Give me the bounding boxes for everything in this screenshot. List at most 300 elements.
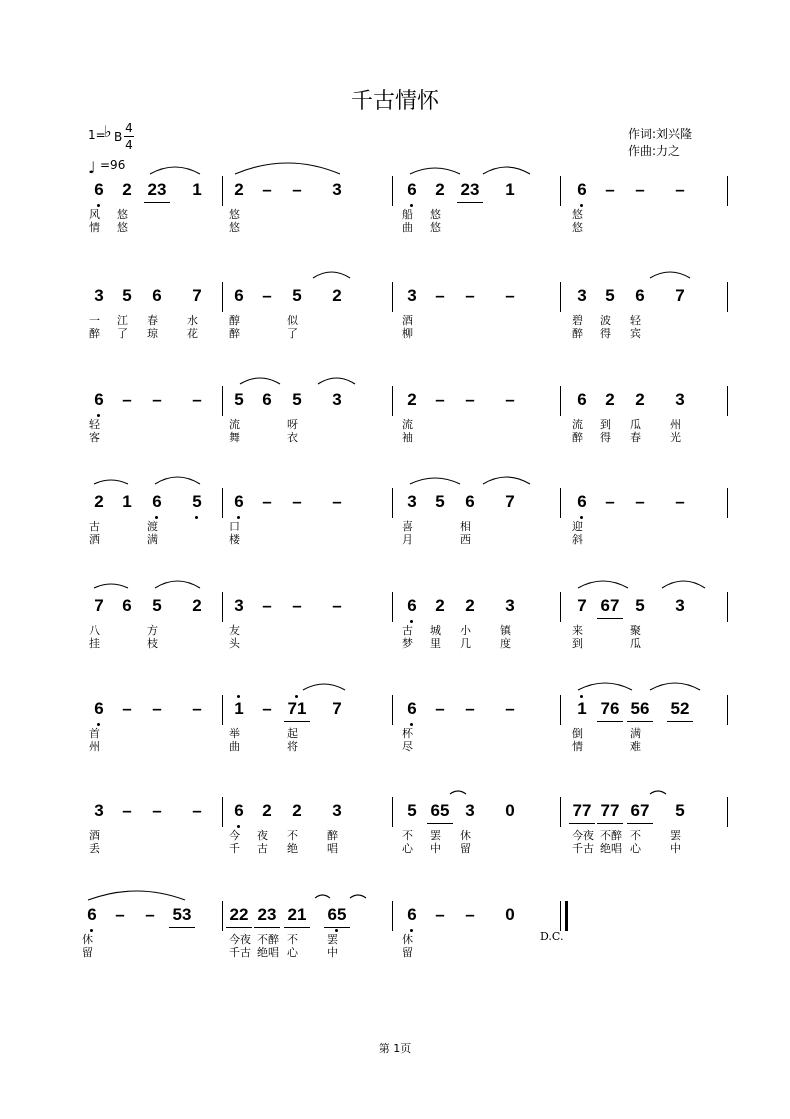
lyric-verse-1: 波 [600,314,611,327]
jianpu-note: 6 [407,180,417,199]
hold-dash: – [435,699,445,718]
lyric-verse-2: 悠 [229,221,240,234]
lyric-verse-1: 江 [117,314,128,327]
jianpu-note: 6 [577,492,587,511]
lyric-verse-2: 里 [430,637,441,650]
lyric-verse-2: 心 [630,842,641,855]
low-octave-dot [410,204,413,207]
flat-icon: ♭ [104,122,112,141]
lyric-verse-1: 镇 [500,624,511,637]
hold-dash: – [262,180,272,199]
hold-dash: – [122,801,132,820]
barline [727,592,728,622]
lyric-verse-2: 醉 [229,327,240,340]
jianpu-note: 3 [94,801,104,820]
hold-dash: – [262,286,272,305]
lyric-verse-2: 了 [287,327,298,340]
hold-dash: – [292,492,302,511]
lyric-verse-2: 瓜 [630,637,641,650]
lyric-verse-2: 中 [327,946,338,959]
low-octave-dot [410,620,413,623]
lyric-verse-1: 喜 [402,520,413,533]
barline [222,386,223,416]
barline [392,901,393,931]
lyric-verse-2: 梦 [402,637,413,650]
slur-curve [350,895,366,898]
lyric-verse-1: 醉 [327,829,338,842]
lyric-verse-1: 今 [229,829,240,842]
slur-curve [240,378,280,384]
jianpu-note: 67 [630,801,650,820]
hold-dash: – [292,180,302,199]
high-octave-dot [580,695,583,698]
jianpu-note: 6 [152,492,162,511]
eighth-underline [597,618,623,619]
low-octave-dot [97,204,100,207]
barline [392,797,393,827]
lyric-verse-1: 今夜 [572,829,594,842]
jianpu-note: 3 [407,286,417,305]
jianpu-note: 5 [605,286,615,305]
lyric-verse-2: 得 [600,431,611,444]
lyric-verse-2: 满 [147,533,158,546]
low-octave-dot [155,516,158,519]
lyric-verse-2: 醉 [572,327,583,340]
jianpu-note: 5 [234,390,244,409]
lyric-verse-1: 古 [402,624,413,637]
da-capo-mark: D.C. [540,930,564,943]
jianpu-note: 3 [505,596,515,615]
lyric-verse-2: 悠 [572,221,583,234]
slur-curve [450,791,466,794]
lyric-verse-1: 流 [229,418,240,431]
low-octave-dot [335,929,338,932]
high-octave-dot [295,695,298,698]
lyric-verse-1: 古 [89,520,100,533]
lyric-verse-1: 酒 [89,829,100,842]
eighth-underline [284,721,310,722]
eighth-underline [169,927,195,928]
jianpu-note: 0 [505,801,515,820]
jianpu-note: 2 [635,390,645,409]
lyric-verse-1: 城 [430,624,441,637]
lyric-verse-2: 得 [600,327,611,340]
lyric-verse-2: 了 [117,327,128,340]
hold-dash: – [332,492,342,511]
lyric-verse-2: 州 [89,740,100,753]
barline [222,901,223,931]
jianpu-note: 3 [675,596,685,615]
jianpu-note: 2 [122,180,132,199]
jianpu-note: 3 [234,596,244,615]
lyric-verse-2: 月 [402,533,413,546]
slur-curve [94,584,128,588]
barline [560,797,561,827]
lyric-verse-2: 情 [572,740,583,753]
credits [628,126,692,160]
hold-dash: – [192,699,202,718]
jianpu-note: 56 [630,699,650,718]
lyric-verse-2: 心 [287,946,298,959]
jianpu-note: 53 [172,905,192,924]
lyric-verse-1: 船 [402,208,413,221]
lyric-verse-1: 似 [287,314,298,327]
key-signature: 1= [88,128,106,142]
slur-curve [578,683,632,690]
jianpu-note: 5 [407,801,417,820]
jianpu-note: 6 [407,596,417,615]
lyric-verse-1: 不 [287,829,298,842]
lyric-verse-2: 中 [670,842,681,855]
jianpu-note: 7 [94,596,104,615]
lyric-verse-1: 悠 [572,208,583,221]
low-octave-dot [580,516,583,519]
eighth-underline [254,927,280,928]
lyric-verse-2: 将 [287,740,298,753]
barline [727,488,728,518]
lyricist: 作词:刘兴隆 [628,127,693,141]
jianpu-note: 5 [292,286,302,305]
jianpu-note: 65 [327,905,347,924]
lyric-verse-2: 客 [89,431,100,444]
slur-curve [578,581,628,588]
jianpu-note: 77 [572,801,592,820]
lyric-verse-2: 绝唱 [600,842,622,855]
lyric-verse-2: 花 [187,327,198,340]
lyric-verse-1: 瓜 [630,418,641,431]
slur-curve [303,684,345,690]
lyric-verse-1: 友 [229,624,240,637]
jianpu-note: 1 [577,699,587,718]
barline [560,695,561,725]
jianpu-note: 5 [435,492,445,511]
lyric-verse-1: 夜 [257,829,268,842]
eighth-underline [427,823,453,824]
key-note: B [114,130,123,144]
lyric-verse-2: 留 [82,946,93,959]
hold-dash: – [605,180,615,199]
lyric-verse-2: 柳 [402,327,413,340]
slur-curve [483,477,530,484]
barline [727,797,728,827]
jianpu-note: 7 [332,699,342,718]
lyric-verse-1: 酒 [402,314,413,327]
jianpu-note: 5 [292,390,302,409]
barline [560,592,561,622]
lyric-verse-1: 不醉 [257,933,279,946]
jianpu-note: 22 [229,905,249,924]
jianpu-note: 6 [577,180,587,199]
slur-curve [662,581,705,588]
lyric-verse-2: 悠 [430,221,441,234]
eighth-underline [569,823,595,824]
jianpu-note: 23 [257,905,277,924]
hold-dash: – [115,905,125,924]
hold-dash: – [152,699,162,718]
jianpu-note: 2 [465,596,475,615]
slur-curve [155,581,200,588]
lyric-verse-1: 碧 [572,314,583,327]
hold-dash: – [505,286,515,305]
lyric-verse-2: 留 [460,842,471,855]
hold-dash: – [152,390,162,409]
jianpu-note: 6 [87,905,97,924]
jianpu-note: 76 [600,699,620,718]
hold-dash: – [292,596,302,615]
jianpu-note: 5 [675,801,685,820]
jianpu-note: 6 [407,699,417,718]
meter-bottom: 4 [125,138,133,152]
lyric-verse-2: 古 [257,842,268,855]
lyric-verse-2: 中 [430,842,441,855]
hold-dash: – [605,492,615,511]
hold-dash: – [675,180,685,199]
barline [727,176,728,206]
lyric-verse-1: 罢 [430,829,441,842]
lyric-verse-2: 度 [500,637,511,650]
lyric-verse-2: 绝 [287,842,298,855]
lyric-verse-2: 挂 [89,637,100,650]
hold-dash: – [465,286,475,305]
hold-dash: – [435,390,445,409]
lyric-verse-1: 悠 [430,208,441,221]
lyric-verse-1: 休 [82,933,93,946]
lyric-verse-1: 罢 [670,829,681,842]
lyric-verse-2: 醉 [89,327,100,340]
slur-curve [235,163,340,174]
lyric-verse-2: 悠 [117,221,128,234]
eighth-underline [667,721,693,722]
lyric-verse-2: 舞 [229,431,240,444]
lyric-verse-1: 小 [460,624,471,637]
jianpu-note: 6 [234,286,244,305]
jianpu-note: 6 [465,492,475,511]
lyric-verse-1: 今夜 [229,933,251,946]
jianpu-note: 65 [430,801,450,820]
hold-dash: – [435,905,445,924]
lyric-verse-1: 呀 [287,418,298,431]
eighth-underline [627,823,653,824]
final-barline-thin [560,901,561,931]
low-octave-dot [97,414,100,417]
jianpu-note: 7 [675,286,685,305]
time-signature [124,120,134,153]
lyric-verse-1: 迎 [572,520,583,533]
lyric-verse-2: 几 [460,637,471,650]
lyric-verse-2: 斜 [572,533,583,546]
jianpu-note: 3 [465,801,475,820]
barline [222,176,223,206]
jianpu-note: 6 [262,390,272,409]
hold-dash: – [262,699,272,718]
lyric-verse-1: 轻 [89,418,100,431]
jianpu-note: 6 [234,801,244,820]
hold-dash: – [122,699,132,718]
jianpu-note: 3 [675,390,685,409]
lyric-verse-1: 流 [402,418,413,431]
low-octave-dot [195,516,198,519]
lyric-verse-2: 光 [670,431,681,444]
lyric-verse-2: 心 [402,842,413,855]
jianpu-note: 2 [292,801,302,820]
jianpu-note: 6 [635,286,645,305]
song-title: 千古情怀 [350,89,439,114]
jianpu-note: 7 [505,492,515,511]
barline [727,695,728,725]
quarter-note-icon: ♩ [88,158,96,177]
jianpu-note: 3 [332,801,342,820]
hold-dash: – [152,801,162,820]
jianpu-note: 77 [600,801,620,820]
lyric-verse-1: 水 [187,314,198,327]
eighth-underline [457,202,483,203]
slur-curve [88,891,185,900]
jianpu-note: 6 [122,596,132,615]
hold-dash: – [465,905,475,924]
barline [392,592,393,622]
eighth-underline [284,927,310,928]
barline [392,695,393,725]
lyric-verse-2: 醉 [572,431,583,444]
jianpu-note: 23 [460,180,480,199]
jianpu-note: 7 [577,596,587,615]
barline [727,386,728,416]
page-number: 第 1页 [378,1042,412,1055]
jianpu-note: 6 [407,905,417,924]
lyric-verse-1: 不 [287,933,298,946]
lyric-verse-2: 唱 [327,842,338,855]
lyric-verse-2: 洒 [89,533,100,546]
hold-dash: – [192,390,202,409]
slur-curve [650,683,700,690]
lyric-verse-1: 聚 [630,624,641,637]
lyric-verse-1: 杯 [402,727,413,740]
barline [222,488,223,518]
lyric-verse-1: 悠 [229,208,240,221]
hold-dash: – [262,596,272,615]
hold-dash: – [635,180,645,199]
lyric-verse-1: 休 [460,829,471,842]
lyric-verse-2: 西 [460,533,471,546]
jianpu-note: 6 [152,286,162,305]
jianpu-note: 0 [505,905,515,924]
jianpu-note: 5 [152,596,162,615]
high-octave-dot [237,695,240,698]
hold-dash: – [435,286,445,305]
jianpu-note: 6 [94,699,104,718]
jianpu-note: 2 [332,286,342,305]
lyric-verse-1: 首 [89,727,100,740]
jianpu-note: 71 [287,699,307,718]
low-octave-dot [410,723,413,726]
lyric-verse-2: 头 [229,637,240,650]
jianpu-note: 2 [435,596,445,615]
lyric-verse-2: 千 [229,842,240,855]
lyric-verse-2: 留 [402,946,413,959]
jianpu-note: 6 [234,492,244,511]
barline [392,488,393,518]
jianpu-note: 3 [332,180,342,199]
jianpu-note: 2 [605,390,615,409]
eighth-underline [627,721,653,722]
hold-dash: – [465,699,475,718]
jianpu-note: 5 [192,492,202,511]
jianpu-note: 2 [407,390,417,409]
barline [560,386,561,416]
composer: 作曲:力之 [628,144,681,158]
hold-dash: – [635,492,645,511]
slur-curve [315,895,330,898]
jianpu-note: 21 [287,905,307,924]
barline [727,282,728,312]
slur-curve [650,791,666,794]
slur-curve [483,167,530,174]
barline [222,592,223,622]
lyric-verse-1: 口 [229,520,240,533]
lyric-verse-1: 不 [630,829,641,842]
jianpu-note: 2 [94,492,104,511]
eighth-underline [144,202,170,203]
lyric-verse-2: 枝 [147,637,158,650]
barline [222,695,223,725]
lyric-verse-2: 千古 [229,946,251,959]
barline [222,282,223,312]
lyric-verse-1: 来 [572,624,583,637]
jianpu-note: 2 [262,801,272,820]
jianpu-note: 67 [600,596,620,615]
meter-top: 4 [125,121,133,135]
lyric-verse-1: 不 [402,829,413,842]
barline [560,282,561,312]
slur-curve [318,378,355,384]
jianpu-note: 52 [670,699,690,718]
lyric-verse-2: 情 [89,221,100,234]
lyric-verse-1: 春 [147,314,158,327]
hold-dash: – [192,801,202,820]
low-octave-dot [410,929,413,932]
hold-dash: – [505,699,515,718]
barline [560,176,561,206]
lyric-verse-1: 不醉 [600,829,622,842]
barline [392,176,393,206]
lyric-verse-2: 曲 [229,740,240,753]
low-octave-dot [90,929,93,932]
lyric-verse-2: 绝唱 [257,946,279,959]
lyric-verse-2: 丢 [89,842,100,855]
barline [392,282,393,312]
lyric-verse-1: 起 [287,727,298,740]
lyric-verse-2: 尽 [402,740,413,753]
eighth-underline [597,721,623,722]
hold-dash: – [332,596,342,615]
lyric-verse-2: 袖 [402,431,413,444]
lyric-verse-2: 难 [630,740,641,753]
barline [392,386,393,416]
hold-dash: – [675,492,685,511]
jianpu-note: 6 [94,180,104,199]
lyric-verse-1: 一 [89,314,100,327]
hold-dash: – [465,390,475,409]
lyric-verse-1: 悠 [117,208,128,221]
low-octave-dot [237,516,240,519]
jianpu-note: 5 [122,286,132,305]
jianpu-note: 3 [332,390,342,409]
jianpu-note: 23 [147,180,167,199]
lyric-verse-2: 曲 [402,221,413,234]
lyric-verse-1: 休 [402,933,413,946]
jianpu-note: 5 [635,596,645,615]
lyric-verse-1: 罢 [327,933,338,946]
